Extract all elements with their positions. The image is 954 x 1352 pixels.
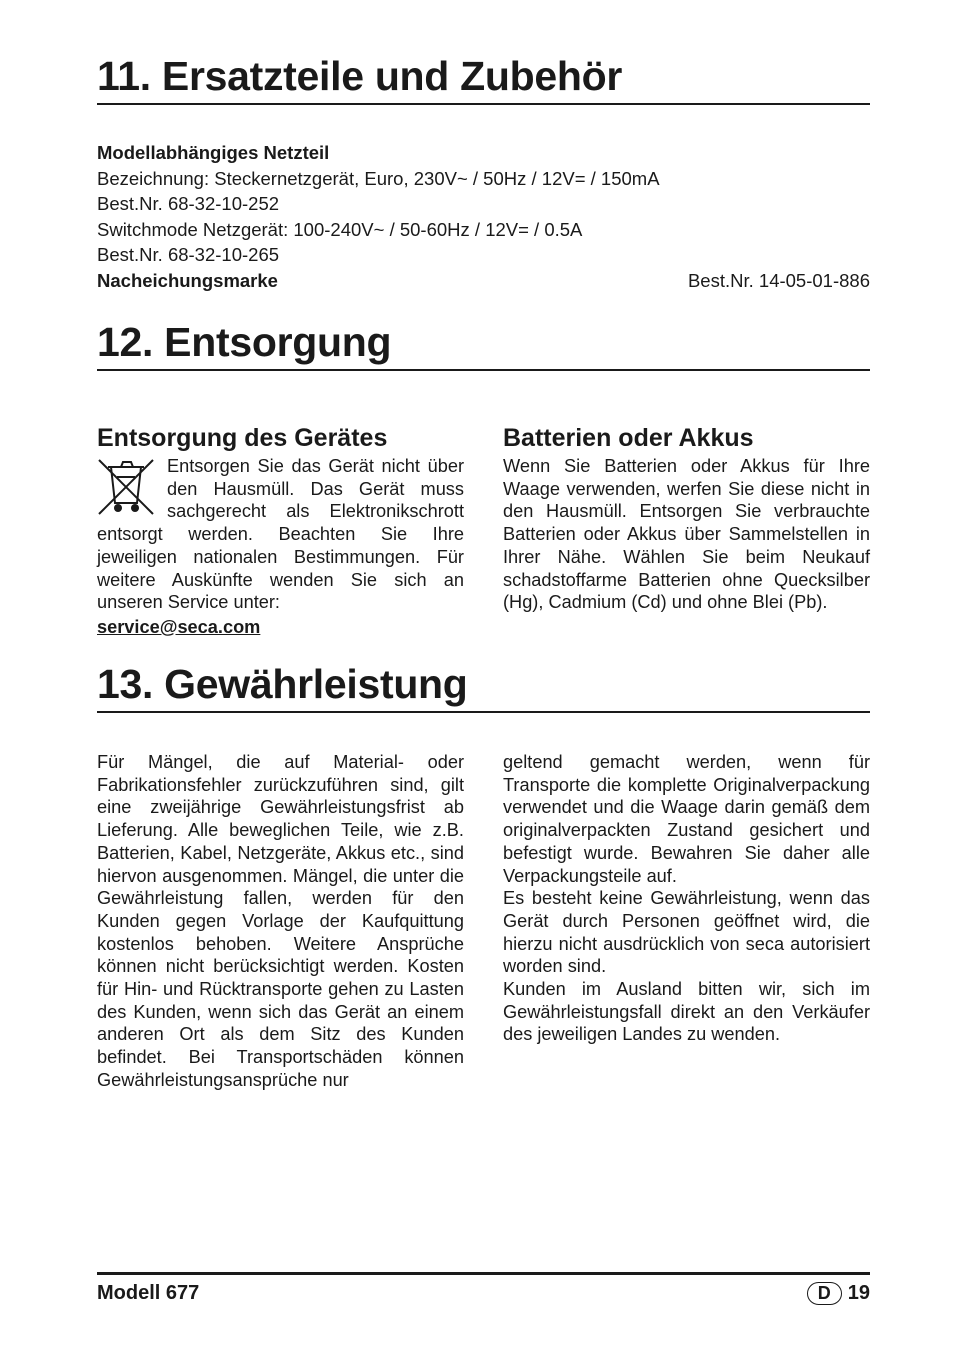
netzteil-line-2: Best.Nr. 68-32-10-252 [97,193,280,214]
disposal-device-heading: Entsorgung des Gerätes [97,424,388,452]
crossed-out-wheelie-bin-icon [97,457,155,517]
section-13-title: 13. Gewährleistung [97,661,870,713]
spare-parts-block [97,140,870,293]
footer-model: Modell 677 [97,1282,200,1304]
language-badge: D [807,1282,842,1305]
footer-rule [97,1272,870,1275]
section-11-title: 11. Ersatzteile und Zubehör [97,53,870,105]
batteries-heading: Batterien oder Akkus [503,424,754,452]
warranty-left-column [97,751,464,1092]
batteries-column [503,423,870,614]
warranty-right-paragraph-2: Es besteht keine Gewährleistung, wenn das Gerät durch Personen geöffnet wird, die hierzu nicht ausdrücklich von seca autorisiert worden sind. [503,888,870,977]
warranty-right-column [503,751,870,1046]
document-page [97,0,870,1352]
warranty-right-paragraph-3: Kunden im Ausland bitten wir, sich im Gewährleistungsfall direkt an den Verkäufer des jeweiligen Landes zu wenden. [503,979,870,1045]
section-12-title: 12. Entsorgung [97,319,870,371]
disposal-device-text: Entsorgen Sie das Gerät nicht über den Hausmüll. Das Gerät muss sachgerecht als Elektronikschrott entsorgt werden. Beachten Sie Ihre jeweiligen nationalen Bestimmungen. Für weitere Auskünfte wenden Sie sich an unseren Service unter: [97,456,464,613]
netzteil-line-1: Bezeichnung: Steckernetzgerät, Euro, 230V~ / 50Hz / 12V= / 150mA [97,167,660,189]
nacheichungsmarke-number: Best.Nr. 14-05-01-886 [687,269,870,291]
disposal-device-column [97,423,464,639]
page-footer [97,1280,870,1306]
netzteil-line-3: Switchmode Netzgerät: 100-240V~ / 50-60Hz / 12V= / 0.5A [97,218,583,240]
service-email-link[interactable]: service@seca.com [97,616,261,637]
page-number: 19 [847,1282,870,1304]
footer-page-info [807,1280,870,1306]
batteries-text: Wenn Sie Batterien oder Akkus für Ihre Waage verwenden, werfen Sie diese nicht in den Hausmüll. Entsorgen Sie verbrauchte Batterien oder Akkus über Sammelstellen in Ihrer Nähe. Wählen Sie beim Neukauf schadstoffarme Batterien ohne Quecksilber (Hg), Cadmium (Cd) und ohne Blei (Pb). [503,456,870,613]
nacheichungsmarke-label: Nacheichungsmarke [97,269,278,291]
warranty-left-text: Für Mängel, die auf Material- oder Fabrikationsfehler zurückzuführen sind, gilt eine zweijährige Gewährleistungsfrist ab Lieferung. Alle beweglichen Teile, wie z.B. Batterien, Kabel, Netzgeräte, Akkus etc., sind hiervon ausgenommen. Mängel, die unter die Gewährleistung fallen, werden für den Kunden gegen Vorlage der Kaufquittung kostenlos behoben. Weitere Ansprüche können nicht berücksichtigt werden. Kosten für Hin- und Rücktransporte gehen zu Lasten des Kunden, wenn sich das Gerät an einem anderen Ort als dem Sitz des Kunden befindet. Bei Transportschäden können Gewährleistungsansprüche nur [97,752,464,1090]
warranty-right-paragraph-1: geltend gemacht werden, wenn für Transporte die komplette Originalverpackung verwendet und die Waage darin gemäß dem originalverpackten Zustand gesichert und befestigt wurde. Bewahren Sie daher alle Verpackungsteile auf. [503,752,870,886]
netzteil-line-4: Best.Nr. 68-32-10-265 [97,244,280,265]
netzteil-heading: Modellabhängiges Netzteil [97,142,330,163]
nacheichungsmarke-row [97,268,870,294]
